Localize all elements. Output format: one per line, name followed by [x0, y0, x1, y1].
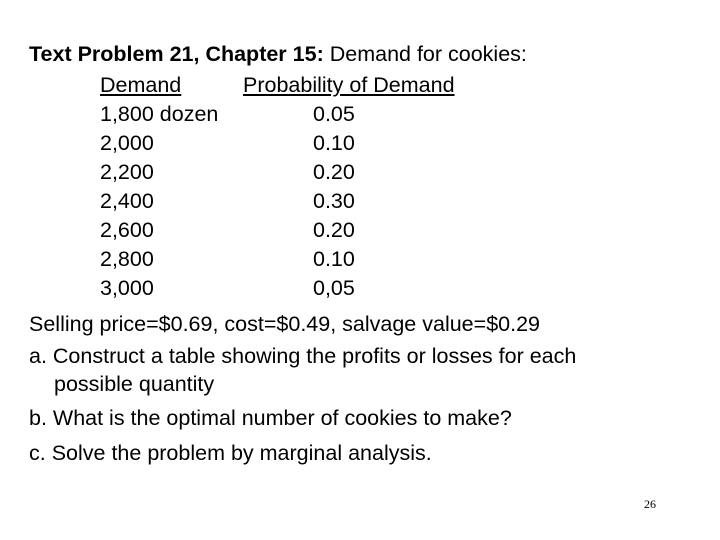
demand-cell: 2,000: [100, 131, 154, 155]
problem-title: [29, 41, 527, 67]
table-row: [0, 101, 720, 131]
demand-cell: 1,800 dozen: [100, 102, 219, 126]
table-row: [0, 217, 720, 247]
question-a-line1: a. Construct a table showing the profits or losses for each: [29, 344, 577, 368]
table-row: [0, 275, 720, 305]
probability-cell: 0.30: [313, 189, 355, 213]
table-row: [0, 130, 720, 160]
demand-cell: 2,800: [100, 247, 154, 271]
given-values: Selling price=$0.69, cost=$0.49, salvage value=$0.29: [29, 312, 540, 336]
demand-cell: 2,400: [100, 189, 154, 213]
probability-cell: 0.20: [313, 218, 355, 242]
page-number: 26: [644, 497, 656, 511]
problem-title-rest: Demand for cookies:: [329, 42, 527, 66]
question-a-line2: possible quantity: [54, 372, 215, 396]
probability-cell: 0.10: [313, 131, 355, 155]
question-c: c. Solve the problem by marginal analysis.: [29, 441, 432, 465]
problem-title-bold: Text Problem 21, Chapter 15:: [29, 42, 324, 66]
probability-cell: 0.05: [313, 102, 355, 126]
header-demand: Demand: [100, 73, 182, 97]
demand-cell: 2,200: [100, 160, 154, 184]
table-row: [0, 159, 720, 189]
probability-cell: 0.10: [313, 247, 355, 271]
demand-cell: 3,000: [100, 276, 154, 300]
demand-cell: 2,600: [100, 218, 154, 242]
demand-table-header: [0, 72, 720, 102]
probability-cell: 0.20: [313, 160, 355, 184]
probability-cell: 0,05: [313, 276, 355, 300]
table-row: [0, 246, 720, 276]
header-probability: Probability of Demand: [243, 73, 455, 97]
question-b: b. What is the optimal number of cookies to make?: [29, 406, 512, 430]
table-row: [0, 188, 720, 218]
